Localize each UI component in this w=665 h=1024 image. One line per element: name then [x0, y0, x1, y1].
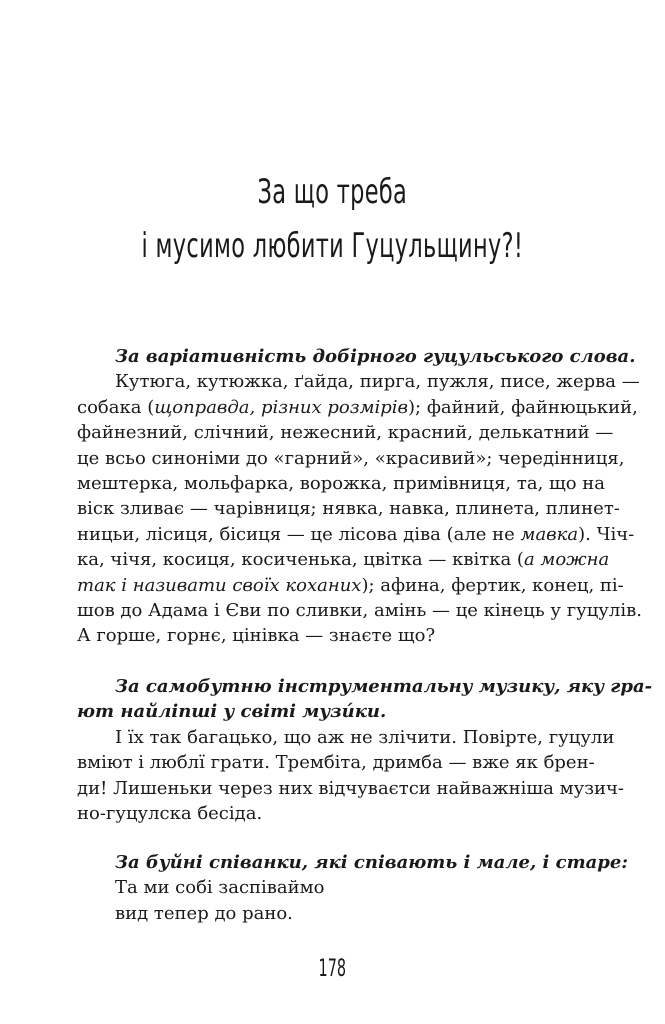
paragraph-line: мештерка, мольфарка, ворожка, примівниця, та, що на: [77, 472, 606, 494]
paragraph-line: собака (щоправда, різних розмірів); файний, файнюцький,: [77, 396, 638, 418]
paragraph-line: шов до Адама і Єви по сливки, амінь — це кінець у гуцулів.: [77, 599, 642, 621]
paragraph-line: віск зливає — чарівниця; нявка, навка, плинета, плинет-: [77, 498, 620, 520]
section-title: За варіативність добірного гуцульського слова.: [115, 346, 636, 367]
page-number: 178: [318, 954, 347, 982]
paragraph-line: ницьи, лісиця, бісиця — це лісова діва (але не мавка). Чіч-: [77, 523, 635, 545]
paragraph-line: А горше, горнє, цінівка — знаєте що?: [77, 625, 436, 647]
section-title: ют найліпші у світі музи́ки.: [77, 701, 387, 723]
paragraph-line: ди! Лишеньки через них відчуваєтси найважніша музич-: [77, 777, 624, 799]
paragraph-line: вміют і люблї грати. Трембіта, дримба — вже як брен-: [77, 752, 595, 774]
chapter-title-line-1: За що треба: [257, 172, 408, 212]
chapter-title-line-2: і мусимо любити Гуцульщину?!: [141, 226, 524, 266]
verse-line: Та ми собі заспіваймо: [115, 877, 325, 899]
italic-phrase: щоправда, різних розмірів: [154, 396, 409, 418]
section-songs: [77, 850, 628, 926]
paragraph-line: це всьо синоніми до «гарний», «красивий»; чередінниця,: [77, 447, 625, 469]
italic-phrase: так і називати своїх коханих: [77, 574, 362, 596]
paragraph-line: ка, чічя, косиця, косиченька, цвітка — квітка (а можна: [77, 549, 610, 571]
verse-line: вид тепер до рано.: [115, 902, 293, 924]
section-title: За самобутню інструментальну музику, яку гра-: [115, 676, 653, 697]
italic-phrase: а можна: [523, 549, 610, 571]
paragraph-line: но-гуцулска бесіда.: [77, 802, 263, 824]
italic-phrase: мавка: [520, 523, 579, 545]
section-variativity: [77, 344, 642, 649]
paragraph-line: І їх так багацько, що аж не злічити. Повірте, гуцули: [115, 726, 615, 748]
paragraph-line: Кутюга, кутюжка, ґайда, пирга, пужля, писе, жерва —: [115, 371, 640, 393]
paragraph-line: файнезний, слічний, нежесний, красний, делькатний —: [77, 422, 614, 444]
paragraph-line: так і називати своїх коханих); афина, фертик, конец, пі-: [77, 574, 624, 596]
section-title: За буйні співанки, які співають і мале, і старе:: [115, 852, 628, 873]
section-music: [77, 674, 653, 826]
